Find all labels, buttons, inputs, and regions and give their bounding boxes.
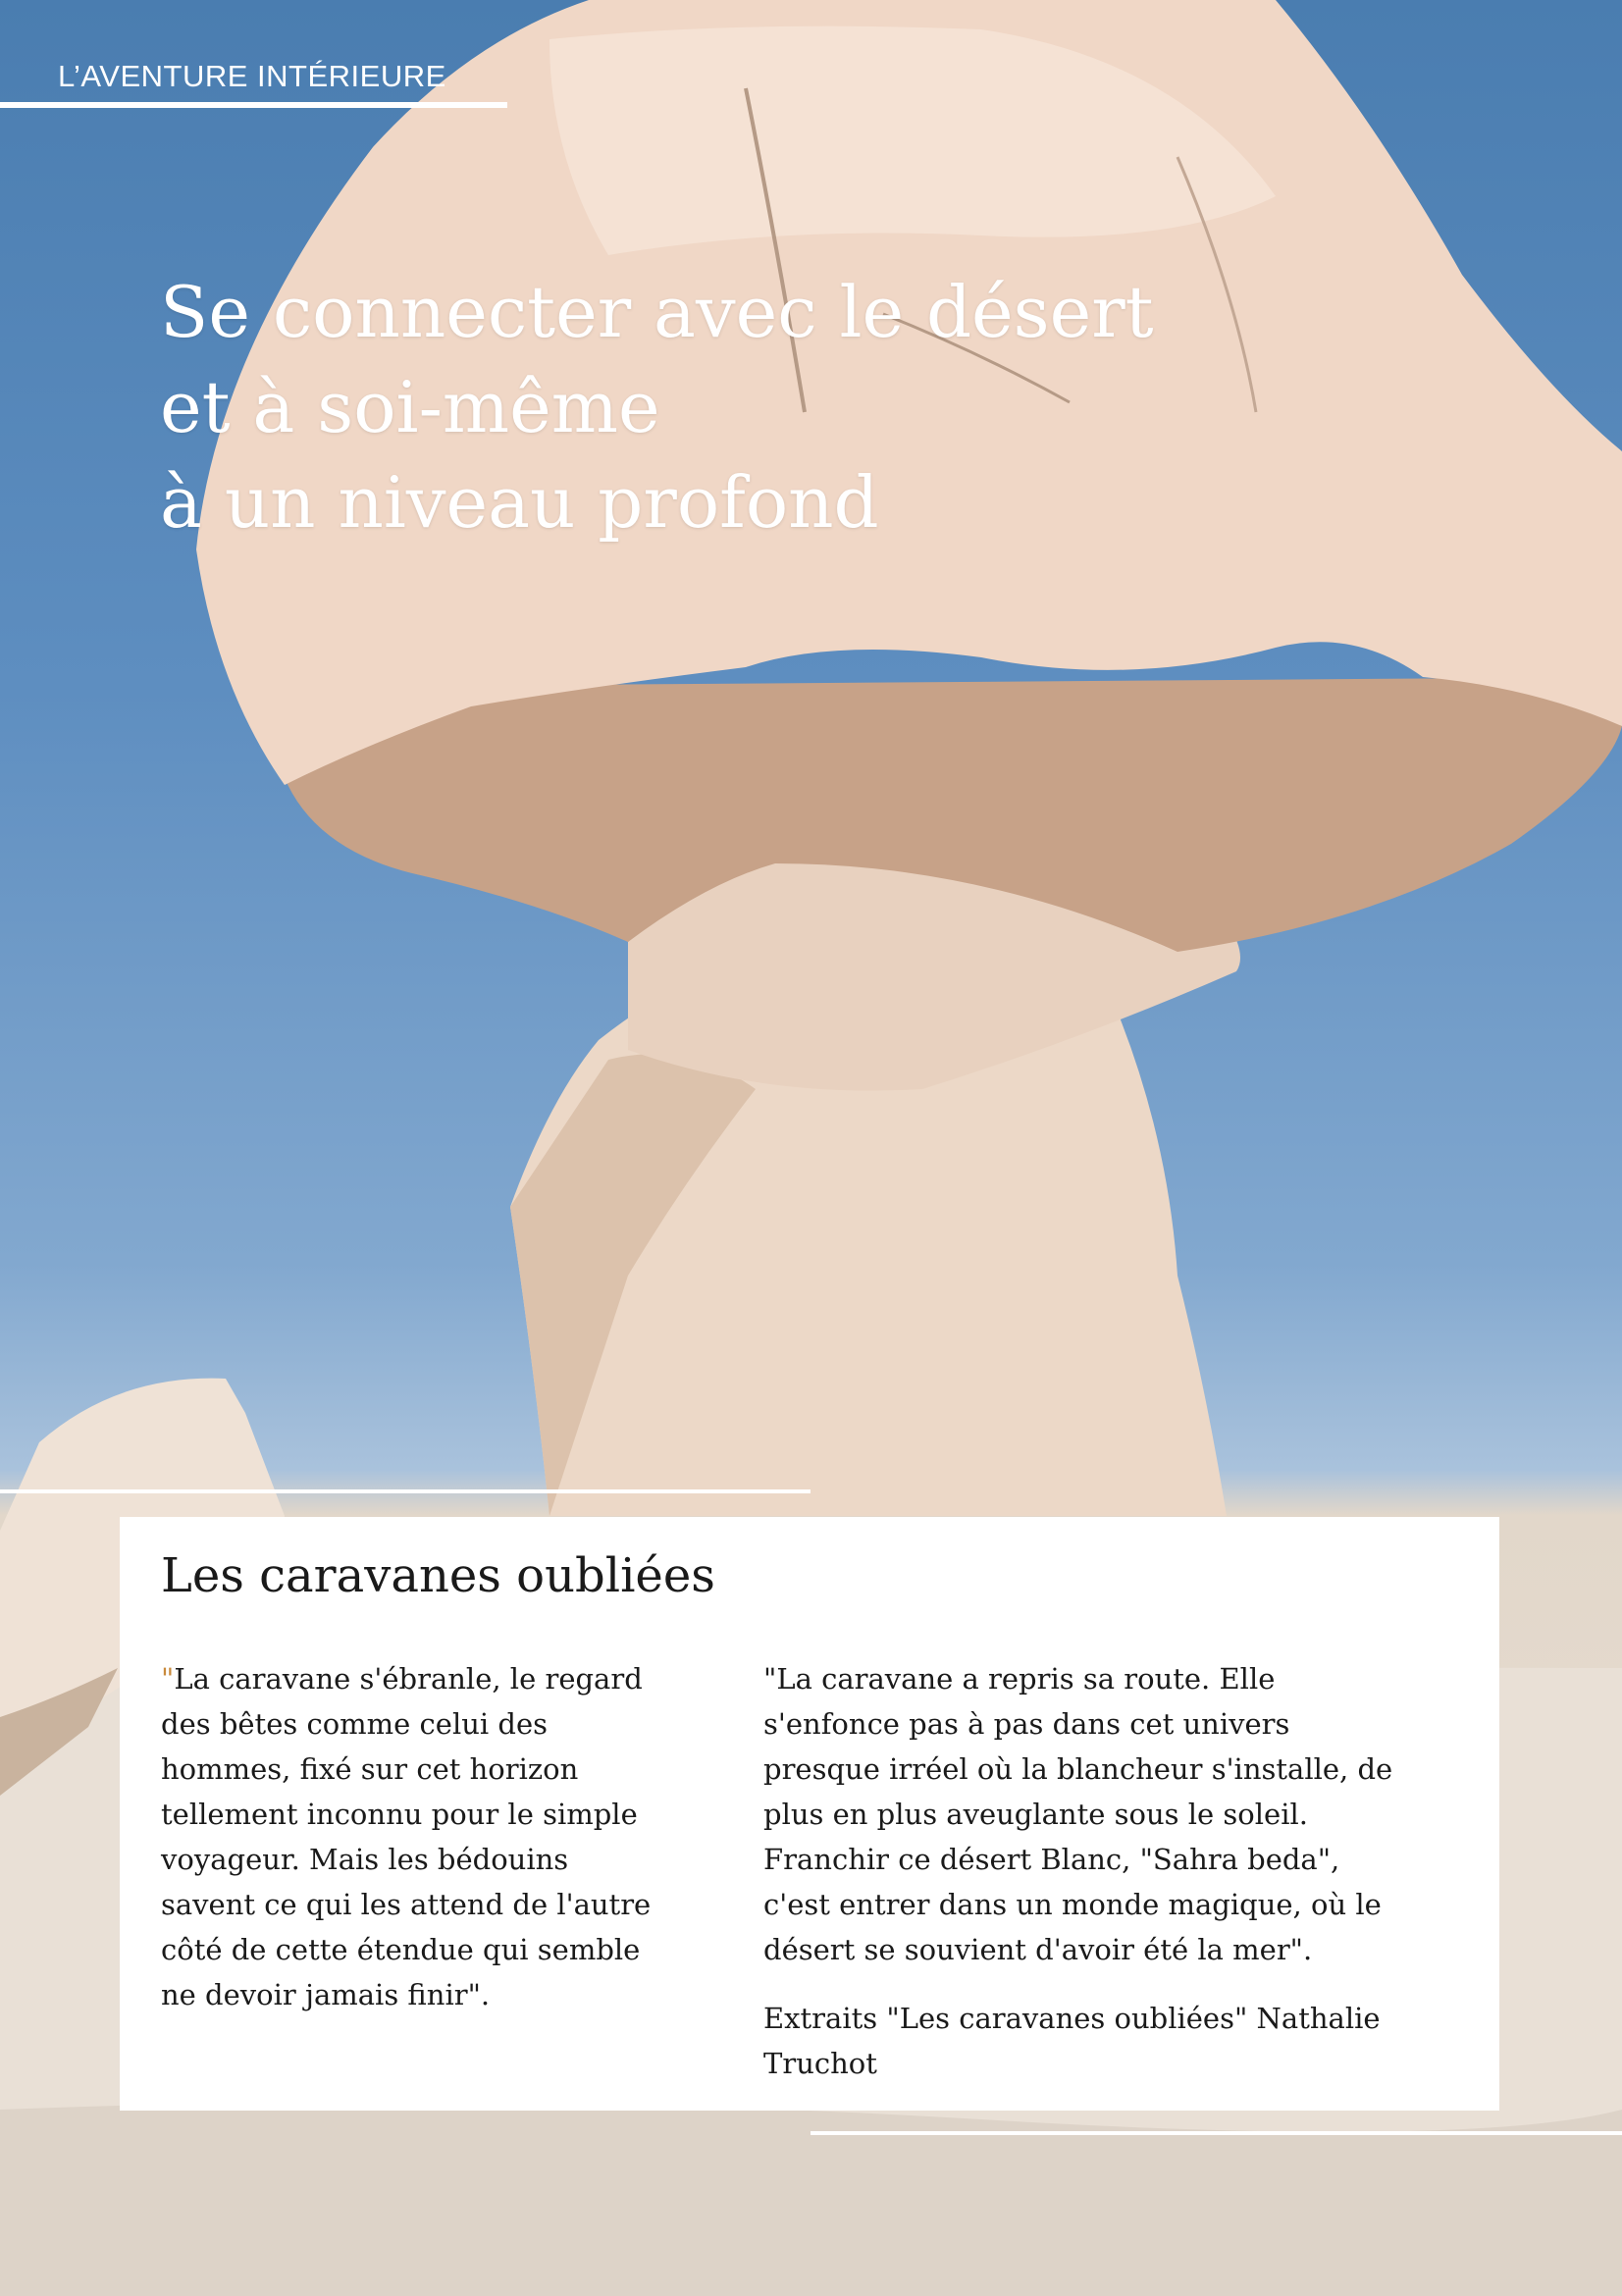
headline-line: à un niveau profond: [160, 461, 879, 544]
quote-line: tellement inconnu pour le simple: [161, 1798, 638, 1831]
divider-left: [0, 1489, 811, 1493]
quote-line-text: La caravane s'ébranle, le regard: [174, 1662, 643, 1696]
article-title: Les caravanes oubliées: [161, 1548, 715, 1603]
quote-line: ne devoir jamais finir".: [161, 1978, 491, 2011]
quote-line: désert se souvient d'avoir été la mer".: [763, 1933, 1313, 1966]
quote-line: presque irréel où la blancheur s'installe, de: [763, 1752, 1393, 1786]
quote-line: s'enfonce pas à pas dans cet univers: [763, 1707, 1290, 1741]
credit-line: Extraits "Les caravanes oubliées" Nathalie: [763, 2002, 1381, 2035]
quote-line: savent ce qui les attend de l'autre: [161, 1888, 652, 1921]
opening-quote-mark: ": [161, 1662, 175, 1696]
quote-line: des bêtes comme celui des: [161, 1707, 549, 1741]
headline-line: Se connecter avec le désert: [160, 271, 1154, 353]
article-card: [120, 1517, 1499, 2111]
quote-line: "La caravane a repris sa route. Elle: [763, 1662, 1276, 1696]
quote-line: côté de cette étendue qui semble: [161, 1933, 641, 1966]
quote-line: plus en plus aveuglante sous le soleil.: [763, 1798, 1308, 1831]
quote-line: [161, 1656, 710, 1701]
quote-credit: [763, 1996, 1470, 2086]
quote-right-column: [763, 1656, 1470, 2086]
section-kicker: L’AVENTURE INTÉRIEURE: [58, 59, 446, 93]
quote-line: c'est entrer dans un monde magique, où le: [763, 1888, 1382, 1921]
divider-right: [811, 2131, 1622, 2135]
quote-line: voyageur. Mais les bédouins: [161, 1843, 569, 1876]
quote-line: Franchir ce désert Blanc, "Sahra beda",: [763, 1843, 1340, 1876]
kicker-underline: [0, 102, 507, 108]
quote-line: hommes, fixé sur cet horizon: [161, 1752, 579, 1786]
credit-line: Truchot: [763, 2047, 877, 2080]
page-headline: [160, 265, 1154, 550]
quote-left-column: [161, 1656, 710, 2017]
headline-line: et à soi-même: [160, 366, 660, 448]
